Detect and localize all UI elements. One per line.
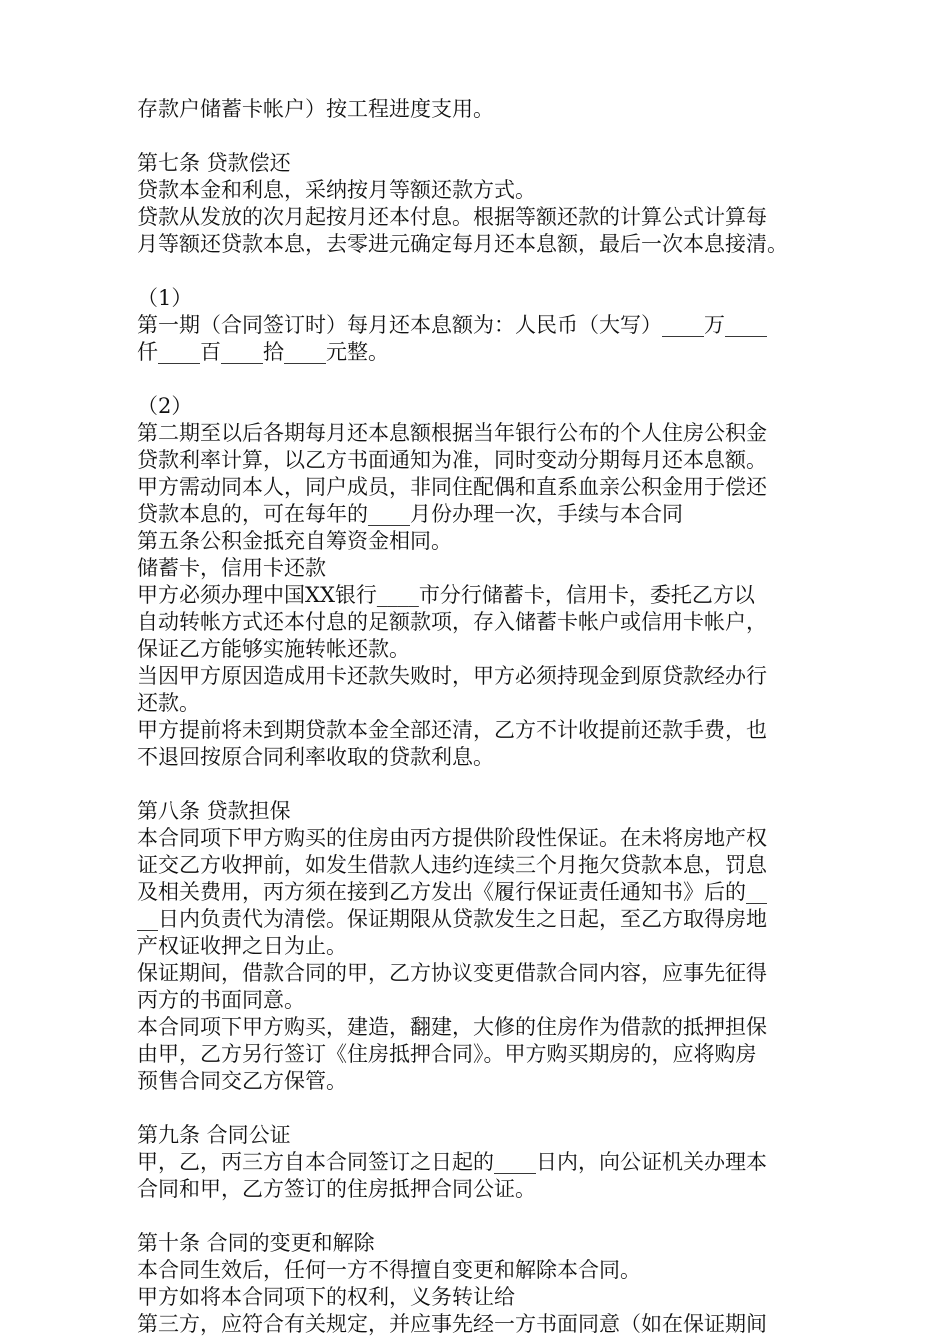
body-line: 甲，乙，丙三方自本合同签订之日起的____日内，向公证机关办理本 <box>137 1150 767 1174</box>
body-line: 仟____百____拾____元整。 <box>137 340 389 364</box>
body-line: 保证乙方能够实施转帐还款。 <box>137 637 410 661</box>
article-heading: 第九条 合同公证 <box>137 1123 291 1147</box>
body-line: 存款户储蓄卡帐户）按工程进度支用。 <box>137 97 494 121</box>
body-line: __日内负责代为清偿。保证期限从贷款发生之日起，至乙方取得房地 <box>137 907 767 931</box>
article-heading: 第七条 贷款偿还 <box>137 151 291 175</box>
body-line: 第二期至以后各期每月还本息额根据当年银行公布的个人住房公积金 <box>137 421 767 445</box>
body-line: 甲方提前将未到期贷款本金全部还清，乙方不计收提前还款手费，也 <box>137 718 767 742</box>
body-line: 贷款本金和利息，采纳按月等额还款方式。 <box>137 178 536 202</box>
body-line: 本合同项下甲方购买的住房由丙方提供阶段性保证。在未将房地产权 <box>137 826 767 850</box>
item-number: （1） <box>137 286 193 310</box>
body-line: 本合同生效后，任何一方不得擅自变更和解除本合同。 <box>137 1258 641 1282</box>
body-line: 还款。 <box>137 691 200 715</box>
body-line: 丙方的书面同意。 <box>137 988 305 1012</box>
body-line: 甲方如将本合同项下的权利，义务转让给 <box>137 1285 515 1309</box>
body-line: 甲方需动同本人，同户成员，非同住配偶和直系血亲公积金用于偿还 <box>137 475 767 499</box>
body-line: 贷款利率计算，以乙方书面通知为准，同时变动分期每月还本息额。 <box>137 448 767 472</box>
body-line: 保证期间，借款合同的甲，乙方协议变更借款合同内容，应事先征得 <box>137 961 767 985</box>
contract-text-body <box>137 96 822 1338</box>
body-line: 贷款从发放的次月起按月还本付息。根据等额还款的计算公式计算每 <box>137 205 767 229</box>
body-line: 预售合同交乙方保管。 <box>137 1069 347 1093</box>
article-heading: 第八条 贷款担保 <box>137 799 291 823</box>
item-number: （2） <box>137 394 193 418</box>
body-line: 贷款本息的，可在每年的____月份办理一次，手续与本合同 <box>137 502 683 526</box>
body-line: 证交乙方收押前，如发生借款人违约连续三个月拖欠贷款本息，罚息 <box>137 853 767 877</box>
body-line: 不退回按原合同利率收取的贷款利息。 <box>137 745 494 769</box>
body-line: 月等额还贷款本息，去零进元确定每月还本息额，最后一次本息接清。 <box>137 232 788 256</box>
body-line: 合同和甲，乙方签订的住房抵押合同公证。 <box>137 1177 536 1201</box>
article-heading: 第十条 合同的变更和解除 <box>137 1231 375 1255</box>
body-line: 第三方，应符合有关规定，并应事先经一方书面同意（如在保证期间 <box>137 1312 767 1336</box>
body-line: 储蓄卡，信用卡还款 <box>137 556 326 580</box>
body-line: 产权证收押之日为止。 <box>137 934 347 958</box>
body-line: 当因甲方原因造成用卡还款失败时，甲方必须持现金到原贷款经办行 <box>137 664 767 688</box>
body-line: 及相关费用，丙方须在接到乙方发出《履行保证责任通知书》后的__ <box>137 880 767 904</box>
body-line: 第一期（合同签订时）每月还本息额为：人民币（大写）____万____ <box>137 313 767 337</box>
body-line: 本合同项下甲方购买，建造，翻建，大修的住房作为借款的抵押担保 <box>137 1015 767 1039</box>
body-line: 自动转帐方式还本付息的足额款项，存入储蓄卡帐户或信用卡帐户， <box>137 610 767 634</box>
body-line: 由甲，乙方另行签订《住房抵押合同》。甲方购买期房的，应将购房 <box>137 1042 757 1066</box>
body-line: 甲方必须办理中国XX银行____市分行储蓄卡，信用卡，委托乙方以 <box>137 583 755 607</box>
body-line: 第五条公积金抵充自筹资金相同。 <box>137 529 452 553</box>
